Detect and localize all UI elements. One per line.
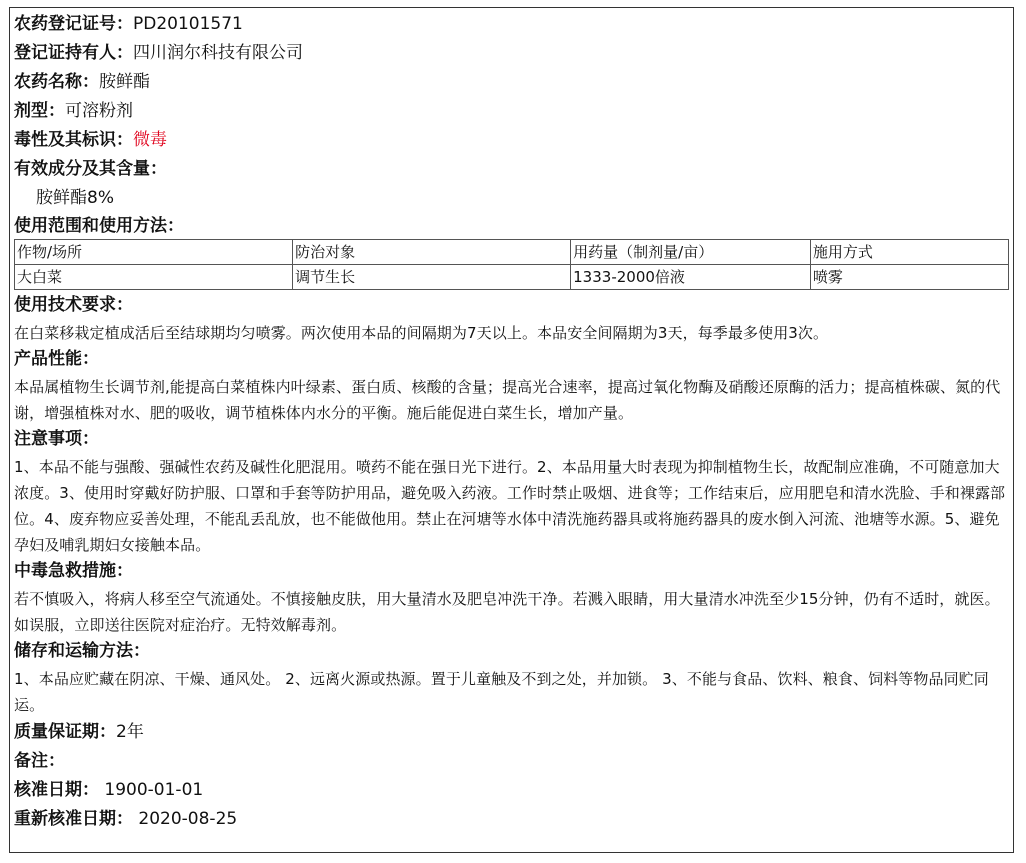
approve-date-label: 核准日期： (14, 780, 99, 800)
usage-cell-dosage: 1333-2000倍液 (571, 265, 811, 290)
usage-row (14, 213, 1009, 239)
holder-label: 登记证持有人： (14, 43, 133, 63)
performance-text: 本品属植物生长调节剂,能提高白菜植株内叶绿素、蛋白质、核酸的含量；提高光合速率，提高过氧化物酶及硝酸还原酶的活力；提高植株碳、氮的代谢，增强植株对水、肥的吸收，调节植株体内水分的平衡。施后能促进白菜生长，增加产量。 (14, 378, 1001, 422)
usage-label: 使用范围和使用方法： (14, 216, 184, 236)
holder-row (14, 39, 1009, 68)
form-value: 可溶粉剂 (65, 101, 133, 121)
remark-row (14, 747, 1009, 776)
reg-no-row (14, 10, 1009, 39)
usage-header-target: 防治对象 (293, 240, 571, 265)
name-row (14, 68, 1009, 97)
reg-no-label: 农药登记证号： (14, 14, 133, 34)
firstaid-label: 中毒急救措施： (14, 561, 133, 581)
usage-header-dosage: 用药量（制剂量/亩） (571, 240, 811, 265)
performance-label: 产品性能： (14, 349, 99, 369)
usage-cell-target: 调节生长 (293, 265, 571, 290)
storage-label: 储存和运输方法： (14, 641, 150, 661)
tech-label: 使用技术要求： (14, 295, 133, 315)
tech-text: 在白菜移栽定植成活后至结球期均匀喷雾。两次使用本品的间隔期为7天以上。本品安全间隔期为3天，每季最多使用3次。 (14, 324, 829, 342)
usage-cell-crop: 大白菜 (15, 265, 293, 290)
table-row (15, 265, 1009, 290)
reg-no-value: PD20101571 (133, 14, 243, 34)
name-label: 农药名称： (14, 72, 99, 92)
usage-header-method: 施用方式 (810, 240, 1008, 265)
firstaid-text: 若不慎吸入，将病人移至空气流通处。不慎接触皮肤，用大量清水及肥皂冲洗干净。若溅入眼睛，用大量清水冲洗至少15分钟，仍有不适时，就医。如误服，立即送往医院对症治疗。无特效解毒剂。 (14, 590, 1000, 634)
warranty-row (14, 718, 1009, 747)
warranty-label: 质量保证期： (14, 722, 116, 742)
approve-date-value: 1900-01-01 (99, 780, 204, 800)
reapprove-date-label: 重新核准日期： (14, 809, 133, 829)
reapprove-date-value: 2020-08-25 (133, 809, 238, 829)
storage-text: 1、本品应贮藏在阴凉、干燥、通风处。 2、远离火源或热源。置于儿童触及不到之处，并加锁。 3、不能与食品、饮料、粮食、饲料等物品同贮同运。 (14, 670, 989, 714)
remark-label: 备注： (14, 751, 65, 771)
usage-cell-method: 喷雾 (810, 265, 1008, 290)
warranty-value: 2年 (116, 722, 144, 742)
pesticide-registration-document (9, 7, 1014, 853)
ingredient-row (14, 155, 1009, 184)
name-value: 胺鲜酯 (99, 72, 150, 92)
usage-table (14, 239, 1009, 290)
notes-label: 注意事项： (14, 429, 99, 449)
approve-date-row (14, 776, 1009, 805)
ingredient-label: 有效成分及其含量： (14, 159, 167, 179)
form-label: 剂型： (14, 101, 65, 121)
toxicity-value: 微毒 (133, 130, 167, 150)
reapprove-date-row (14, 805, 1009, 834)
toxicity-label: 毒性及其标识： (14, 130, 133, 150)
notes-text: 1、本品不能与强酸、强碱性农药及碱性化肥混用。喷药不能在强日光下进行。2、本品用量大时表现为抑制植物生长，故配制应准确，不可随意加大浓度。3、使用时穿戴好防护服、口罩和手套等防护用品，避免吸入药液。工作时禁止吸烟、进食等；工作结束后，应用肥皂和清水洗脸、手和裸露部位。4、废弃物应妥善处理，不能乱丢乱放，也不能做他用。禁止在河塘等水体中清洗施药器具或将施药器具的废水倒入河流、池塘等水源。5、避免孕妇及哺乳期妇女接触本品。 (14, 458, 1006, 554)
toxicity-row (14, 126, 1009, 155)
ingredient-value-row (14, 184, 1009, 213)
ingredient-value: 胺鲜酯8% (36, 188, 114, 208)
holder-value: 四川润尔科技有限公司 (133, 43, 303, 63)
form-row (14, 97, 1009, 126)
usage-header-crop: 作物/场所 (15, 240, 293, 265)
usage-header-row (15, 240, 1009, 265)
